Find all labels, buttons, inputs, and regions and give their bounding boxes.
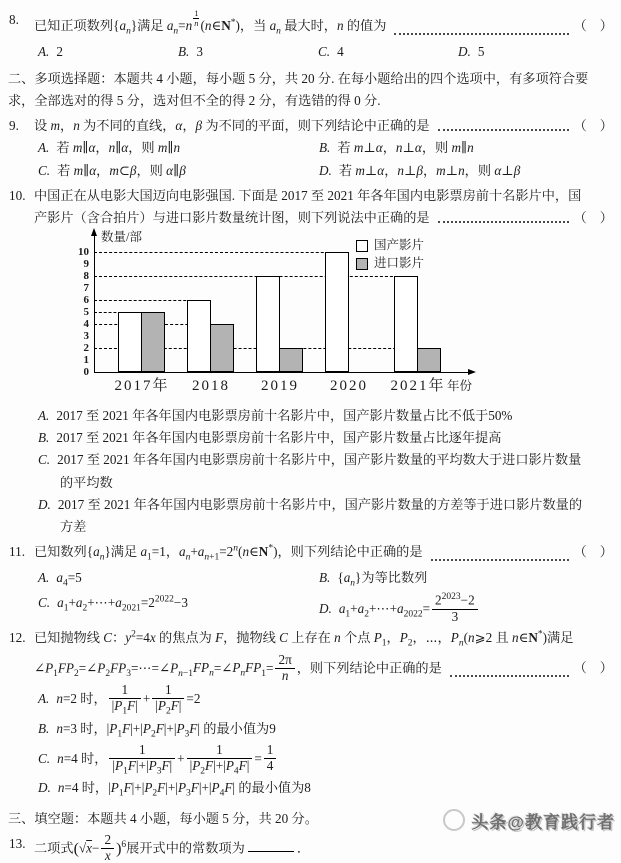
watermark-text: 头条@教育践行者 (471, 813, 615, 833)
bar-imported-2019 (279, 348, 303, 372)
option-c: C. n=4 时， $\frac{1}{|P_1F|+|P_3F|}$ + $\frac{1}{|P_2F|+|P_4F|}$ = $\frac{1}{4}$ (34, 743, 613, 777)
legend-label-imported: 进口影片 (374, 256, 425, 271)
option-c: C. 若 m∥α，m⊂β，则 α∥β (38, 162, 186, 178)
watermark (443, 809, 615, 838)
question-13-stem: 二项式(√x− $\frac{2}{x}$ )$^6$展开式中的常数项为 ． (34, 831, 311, 863)
option-a: A. 2017 至 2021 年各年国内电影票房前十名影片中，国产影片数量占比不低于50% (38, 408, 513, 424)
answer-bracket: （ ） (573, 209, 613, 225)
question-8-number: 8. (9, 12, 19, 27)
bar-imported-2018 (210, 324, 234, 372)
legend-label-domestic: 国产影片 (374, 238, 425, 253)
question-12-number: 12. (9, 630, 26, 646)
section-fill-blank-header: 三、填空题：本题共 4 小题，每小题 5 分，共 20 分。 (8, 810, 318, 826)
question-8 (8, 9, 613, 63)
option-a: A. 2 (38, 43, 63, 59)
question-9-number: 9. (9, 118, 19, 134)
bar-domestic-2020 (325, 252, 349, 372)
y-tick-label: 8 (83, 270, 89, 283)
answer-bracket: （ ） (573, 544, 613, 560)
question-11-options (34, 567, 613, 625)
option-b: B. $\{a_n\}$为等比数列 (319, 569, 428, 589)
dotted-leader (394, 33, 569, 35)
answer-bracket: （ ） (573, 18, 613, 34)
question-9-options (34, 137, 613, 181)
bar-domestic-2019 (256, 276, 280, 372)
y-tick-label: 4 (83, 318, 89, 331)
bar-imported-2021年 (417, 348, 441, 372)
y-tick-label: 7 (83, 282, 89, 295)
question-10-stem-line2: 产影片（含合拍片）与进口影片数量统计图，则下列说法中正确的是 (34, 209, 430, 225)
option-d: D. 若 m⊥α，n⊥β，m⊥n，则 α⊥β (319, 162, 521, 178)
y-tick-label: 2 (83, 342, 89, 355)
bar-imported-2017年 (141, 312, 165, 372)
question-12 (8, 627, 613, 802)
dotted-leader (431, 559, 570, 561)
x-tick-label: 2021年 (390, 378, 446, 395)
x-tick-label: 2019 (261, 378, 299, 395)
option-a: A. $a_4=5$ (38, 569, 82, 589)
question-11-number: 11. (9, 544, 25, 560)
legend-swatch-domestic (356, 240, 368, 252)
legend-swatch-imported (356, 258, 368, 270)
question-9-stem: 设 m，n 为不同的直线，α，β 为不同的平面，则下列结论中正确的是 (34, 118, 430, 134)
y-tick-label: 1 (83, 354, 89, 367)
answer-blank (248, 838, 294, 852)
option-b: B. 若 m⊥α，n⊥α，则 m∥n (319, 140, 474, 156)
x-axis-arrow-icon (468, 369, 476, 375)
y-tick-label: 5 (83, 306, 89, 319)
y-axis (94, 235, 95, 372)
bar-domestic-2018 (187, 300, 211, 372)
y-tick-label: 3 (83, 330, 89, 343)
option-a: A. 若 m∥α，n∥α，则 m∥n (38, 140, 181, 156)
y-tick-label: 9 (83, 258, 89, 271)
x-axis-title: 年份 (447, 379, 473, 394)
answer-bracket: （ ） (573, 660, 613, 676)
dotted-leader (438, 129, 570, 131)
option-d: D. n=4 时，$|P_1F|+|P_2F|+|P_3F|+|P_4F|$ 的最小值为8 (38, 780, 311, 799)
option-b: B. 3 (178, 43, 203, 59)
y-axis-arrow-icon (91, 228, 97, 236)
question-10 (8, 185, 613, 538)
option-d: D. $a_1+a_2+\cdots+a_{2022}=$ $\frac{2^{2023}-2}{3}$ (319, 592, 613, 624)
question-11-stem: 已知数列$\{a_n\}$满足 $a_1=1$，$a_n+a_{n+1}=2^n(n\in N^*)$，则下列结论中正确的是 (34, 543, 423, 563)
question-10-stem-line1: 中国正在从电影大国迈向电影强国. 下面是 2017 至 2021 年各年国内电影票房前十名影片中，国 (34, 187, 582, 203)
x-axis (94, 372, 468, 373)
x-tick-label: 2018 (192, 378, 230, 395)
gridline (94, 252, 349, 253)
question-12-stem-line2: $\angle P_1FP_2=\angle P_2FP_3=\cdots=\angle P_{n-1}FP_n=\angle P_nFP_1=$ $\frac{2\pi}{n}$ ，则下列结论中正确的是 (34, 651, 442, 683)
x-tick-label: 2020 (330, 378, 368, 395)
question-10-number: 10. (9, 187, 26, 203)
question-11 (8, 541, 613, 624)
answer-bracket: （ ） (573, 118, 613, 134)
question-9 (8, 115, 613, 182)
bar-domestic-2021年 (394, 276, 418, 372)
option-a: A. n=2 时， $\frac{1}{|P_1F|}$ + $\frac{1}{|P_2F|}$ =2 (38, 682, 201, 717)
question-12-stem-line1: 已知抛物线 C：$y^2=4x$ 的焦点为 F，抛物线 C 上存在 n 个点 $P_1$，$P_2$，⋯，$P_n(n⩾2$ 且 n∈N*)满足 (34, 629, 574, 649)
y-tick-label: 6 (83, 294, 89, 307)
option-d: D. 2017 至 2021 年各年国内电影票房前十名影片中，国产影片数量的方差等于进口影片数量的 方差 (38, 496, 583, 534)
option-c: C. $a_1+a_2+\cdots+a_{2021}=2^{2022}-3$ (38, 594, 188, 614)
bar-domestic-2017年 (118, 312, 142, 372)
option-d: D. 5 (458, 43, 485, 59)
x-tick-label: 2017年 (114, 378, 170, 395)
y-axis-title: 数量/部 (101, 230, 142, 245)
y-tick-label: 10 (78, 246, 89, 259)
film-count-bar-chart (58, 232, 488, 402)
question-13-number: 13. (9, 835, 26, 851)
option-b: B. 2017 至 2021 年各年国内电影票房前十名影片中，国产影片数量占比逐年提高 (38, 430, 502, 446)
section-multi-choice-header: 二、多项选择题：本题共 4 小题，每小题 5 分，共 20 分. 在每小题给出的四个选项中，有多项符合要 求，全部选对的得 5 分，选对但不全的得 2 分，有选错的得 0 分. (8, 70, 589, 109)
watermark-logo-icon (443, 809, 465, 831)
question-8-options (34, 41, 613, 63)
dotted-leader (450, 675, 570, 677)
y-tick-label: 0 (83, 366, 89, 379)
question-8-stem: 已知正项数列$\{a_n\}$满足 $a_n=n$ $\frac{1}{n}$ (n∈N*)，当 $a_n$ 最大时，n 的值为 (34, 8, 387, 37)
option-c: C. 2017 至 2021 年各年国内电影票房前十名影片中，国产影片数量的平均数大于进口影片数量 的平均数 (38, 452, 582, 490)
option-b: B. n=3 时，$|P_1F|+|P_2F|+|P_3F|$ 的最小值为9 (38, 720, 276, 740)
dotted-leader (438, 221, 570, 223)
option-c: C. 4 (318, 43, 344, 59)
